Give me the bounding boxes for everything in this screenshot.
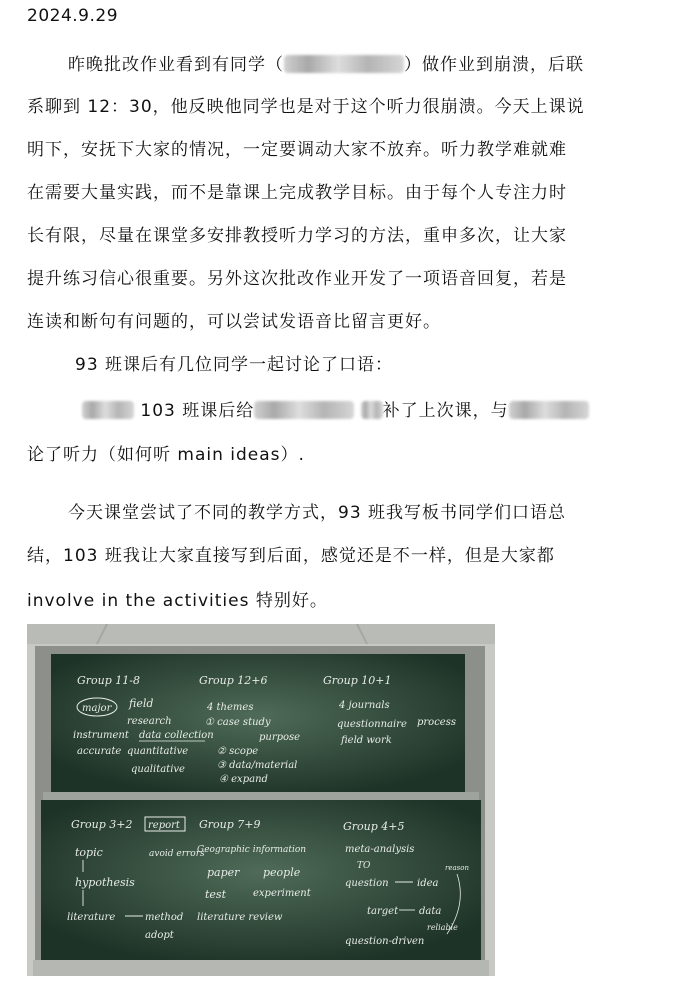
board-text: idea — [417, 878, 439, 889]
board-text: report — [148, 820, 180, 831]
board-group-title: Group 11-8 — [77, 674, 141, 687]
text-segment: 昨晚批改作业看到有同学（ — [68, 55, 284, 75]
board-text: purpose — [259, 732, 301, 743]
paragraph-1-line-7: 连读和断句有问题的，可以尝试发语音比留言更好。 — [27, 312, 441, 332]
paragraph-3-line-2: 论了听力（如何听 main ideas）. — [27, 445, 305, 465]
board-text: method — [145, 912, 184, 923]
paragraph-3-line-1 — [82, 396, 589, 421]
board-text: data — [419, 906, 442, 917]
text-segment: 补了上次课，与 — [382, 401, 509, 421]
board-text: experiment — [253, 888, 311, 899]
board-text: qualitative — [131, 764, 185, 775]
board-text: avoid errors — [149, 849, 205, 859]
paragraph-4-line-2: 结，103 班我让大家直接写到后面，感觉还是不一样，但是大家都 — [27, 546, 555, 566]
board-group-title: Group 4+5 — [343, 820, 405, 833]
board-text: ① case study — [205, 717, 271, 728]
paragraph-1-line-4: 在需要大量实践，而不是靠课上完成教学目标。由于每个人专注力时 — [27, 183, 567, 203]
board-text: process — [417, 717, 456, 728]
board-text: hypothesis — [75, 876, 135, 889]
paragraph-1-line-5: 长有限，尽量在课堂多安排教授听力学习的方法，重申多次，让大家 — [27, 226, 567, 246]
board-text: question — [345, 878, 389, 889]
paragraph-4-line-3: involve in the activities 特别好。 — [27, 591, 328, 611]
board-text: paper — [207, 866, 240, 879]
board-text: quantitative — [127, 746, 189, 757]
redacted-name — [284, 55, 404, 73]
paragraph-1-line-3: 明下，安抚下大家的情况，一定要调动大家不放弃。听力教学难就难 — [27, 140, 567, 160]
paragraph-4-line-1: 今天课堂尝试了不同的教学方式，93 班我写板书同学们口语总 — [68, 503, 567, 523]
board-text: test — [205, 888, 226, 901]
board-text: literature — [67, 912, 116, 923]
board-group-title: Group 12+6 — [199, 674, 268, 687]
board-text: question-driven — [345, 936, 425, 947]
board-text: accurate — [77, 746, 122, 757]
board-text: ② scope — [217, 746, 259, 757]
board-text: meta-analysis — [345, 844, 415, 855]
board-text: Geographic information — [197, 845, 307, 855]
text-segment: 103 班课后给 — [140, 401, 255, 421]
board-text: field work — [341, 735, 392, 746]
diary-date: 2024.9.29 — [27, 6, 119, 26]
board-text: adopt — [145, 930, 174, 941]
board-text: research — [127, 716, 172, 727]
board-text: field — [129, 697, 154, 710]
board-text: TO — [357, 861, 371, 871]
board-text: data collection — [139, 730, 214, 741]
board-text: ③ data/material — [217, 760, 298, 771]
board-text: topic — [75, 846, 103, 859]
redacted-name — [82, 401, 134, 419]
board-text: ④ expand — [219, 774, 268, 785]
board-text: reliable — [427, 923, 458, 932]
blackboard-photo — [27, 624, 495, 976]
board-text: literature review — [197, 912, 283, 923]
paragraph-1-line-2: 系聊到 12：30，他反映他同学也是对于这个听力很崩溃。今天上课说 — [27, 97, 585, 117]
paragraph-1-line-6: 提升练习信心很重要。另外这次批改作业开发了一项语音回复，若是 — [27, 269, 567, 289]
board-group-title: Group 3+2 — [71, 818, 133, 831]
redacted-name — [509, 401, 589, 419]
board-text: 4 journals — [339, 700, 390, 711]
redacted-name — [254, 401, 354, 419]
text-segment: ）做作业到崩溃，后联 — [404, 55, 584, 75]
board-text: questionnaire — [337, 719, 407, 730]
paragraph-1-line-1 — [68, 50, 584, 75]
board-group-title: Group 7+9 — [199, 818, 261, 831]
board-text: instrument — [73, 730, 129, 741]
paragraph-2-line-1: 93 班课后有几位同学一起讨论了口语： — [75, 355, 394, 375]
board-text: target — [367, 906, 399, 917]
board-text: 4 themes — [207, 702, 254, 713]
board-text: people — [263, 866, 301, 879]
board-text: reason — [445, 864, 469, 872]
board-text: major — [82, 703, 112, 714]
blackboard-drawing — [27, 624, 495, 976]
board-group-title: Group 10+1 — [323, 674, 392, 687]
redacted-name — [361, 401, 383, 419]
